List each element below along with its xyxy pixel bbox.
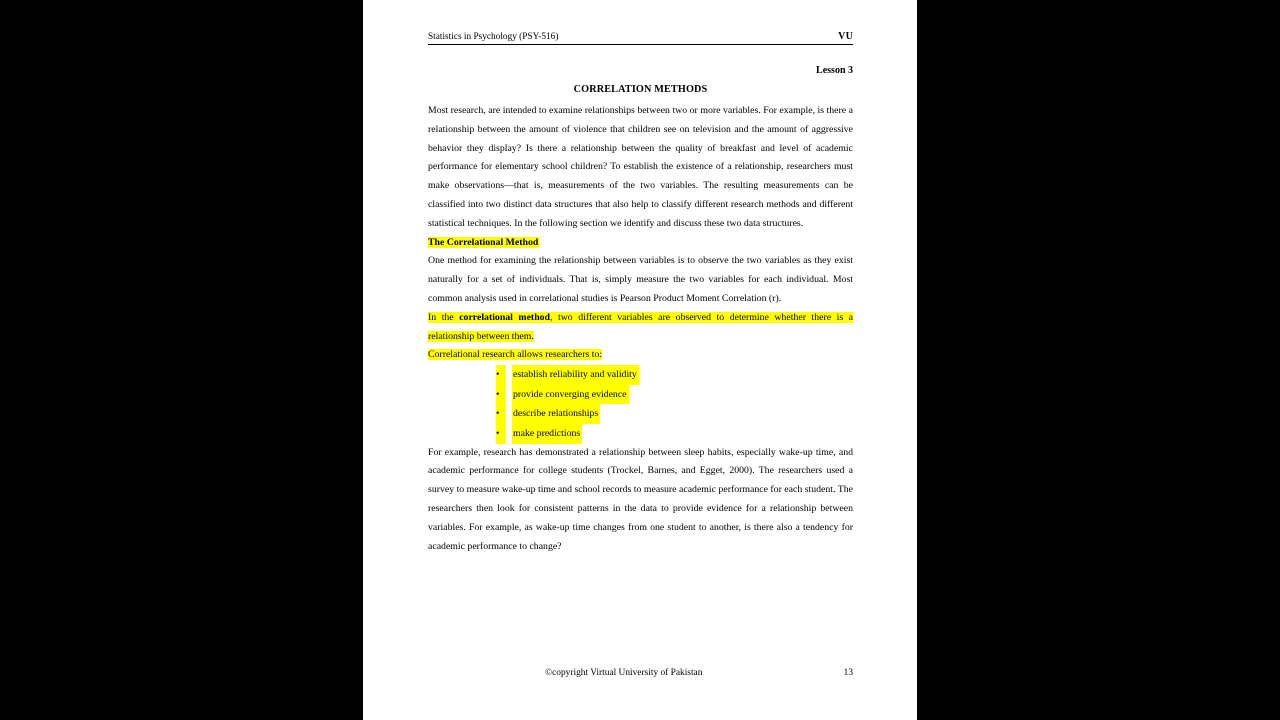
list-intro-text: Correlational research allows researchers to: xyxy=(428,349,603,361)
definition-term: correlational method xyxy=(459,311,550,323)
footer-copyright: ©copyright Virtual University of Pakistan xyxy=(545,668,703,678)
list-item xyxy=(428,365,853,385)
definition-statement xyxy=(428,309,853,347)
bullet-icon: • xyxy=(496,365,506,385)
list-item-label: describe relationships xyxy=(512,404,600,424)
list-item-label: establish reliability and validity xyxy=(512,365,639,385)
document-page xyxy=(363,0,917,720)
lesson-label: Lesson 3 xyxy=(816,65,853,76)
list-item xyxy=(428,424,853,444)
list-item xyxy=(428,404,853,424)
list-item-label: provide converging evidence xyxy=(512,385,629,405)
header-organization: VU xyxy=(838,31,853,42)
definition-rest: , two different variables are observed to determine whether there is a relationship between them. xyxy=(428,311,854,342)
footer-page-number: 13 xyxy=(843,668,853,678)
page-content xyxy=(428,0,853,720)
running-header xyxy=(428,31,853,45)
paragraph-closing-example: For example, research has demonstrated a relationship between sleep habits, especially wake-up time, and academic performance for college students (Trockel, Barnes, and Egget, 2000). The researchers used a survey to measure wake-up time and school records to measure academic performance for each student. The researchers then look for consistent patterns in the data to provide evidence for a relationship between variables. For example, as wake-up time changes from one student to another, is there also a tendency for academic performance to change? xyxy=(428,446,853,552)
list-item xyxy=(428,385,853,405)
bullet-icon: • xyxy=(496,385,506,405)
definition-lead: In the xyxy=(428,311,460,323)
bullet-icon: • xyxy=(496,424,506,444)
bullet-icon: • xyxy=(496,404,506,424)
section-heading-text: The Correlational Method xyxy=(428,236,539,248)
paragraph-correlational-method: One method for examining the relationship between variables is to observe the two variables as they exist naturally for a set of individuals. That is, simply measure the two variables for each individual. Most common analysis used in correlational studies is Pearson Product Moment Correlation (r). xyxy=(428,255,853,304)
list-item-label: make predictions xyxy=(512,424,582,444)
list-intro xyxy=(428,346,853,365)
section-heading-correlational-method xyxy=(428,234,853,253)
page-title: CORRELATION METHODS xyxy=(573,84,708,95)
correlational-uses-list xyxy=(428,365,853,443)
definition-highlight xyxy=(428,312,853,342)
header-course-title: Statistics in Psychology (PSY-516) xyxy=(428,32,559,42)
body-text-flow xyxy=(428,102,853,556)
paragraph-intro: Most research, are intended to examine relationships between two or more variables. For example, is there a relationship between the amount of violence that children see on television and the amount of aggressive behavior they display? Is there a relationship between the quality of breakfast and level of academic performance for elementary school children? To establish the existence of a relationship, researchers must make observations—that is, measurements of the two variables. The resulting measurements can be classified into two distinct data structures that also help to classify different research methods and different statistical techniques. In the following section we identify and discuss these two data structures. xyxy=(428,105,853,229)
